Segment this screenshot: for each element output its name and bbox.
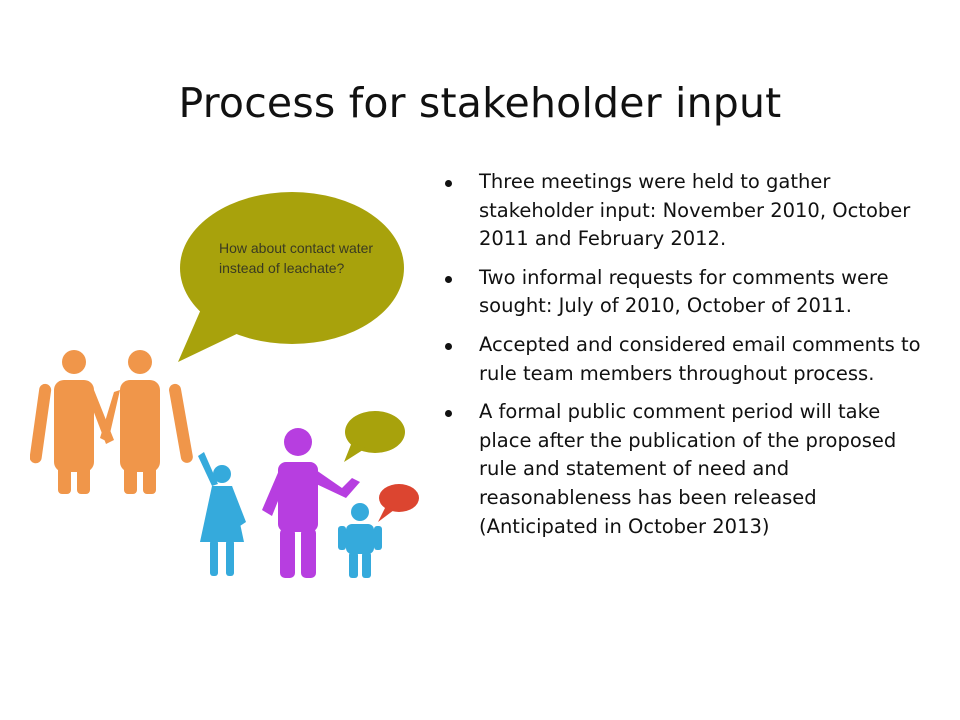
bullet-dot-icon: [445, 276, 452, 283]
bullet-item: [440, 168, 930, 254]
small-red-speech-bubble: [378, 484, 419, 522]
stakeholder-illustration: [30, 180, 430, 590]
orange-person-left: [30, 350, 114, 494]
slide-title: Process for stakeholder input: [178, 79, 782, 128]
bullet-text: Two informal requests for comments were sought: July of 2010, October of 2011.: [479, 265, 889, 318]
speech-bubble-text: How about contact water instead of leachate?: [219, 240, 374, 276]
bullet-item: [440, 264, 930, 321]
bullet-dot-icon: [445, 180, 452, 187]
purple-person: [262, 428, 360, 578]
bullet-text: Accepted and considered email comments to rule team members throughout process.: [479, 332, 921, 385]
blue-boy-person: [338, 503, 382, 578]
bullet-dot-icon: [445, 343, 452, 350]
bullet-text: A formal public comment period will take place after the publication of the proposed rule and statement of need and reasonableness has been released (Anticipated in October 2013): [479, 400, 897, 538]
orange-person-right: [100, 350, 194, 494]
blue-girl-person: [198, 452, 246, 576]
small-olive-speech-bubble: [344, 411, 405, 462]
bullet-text: Three meetings were held to gather stakeholder input: November 2010, October 2011 and February 2012.: [479, 170, 911, 251]
bullet-dot-icon: [445, 410, 452, 417]
bullet-list: [440, 168, 930, 551]
bullet-item: [440, 398, 930, 541]
bullet-item: [440, 331, 930, 388]
